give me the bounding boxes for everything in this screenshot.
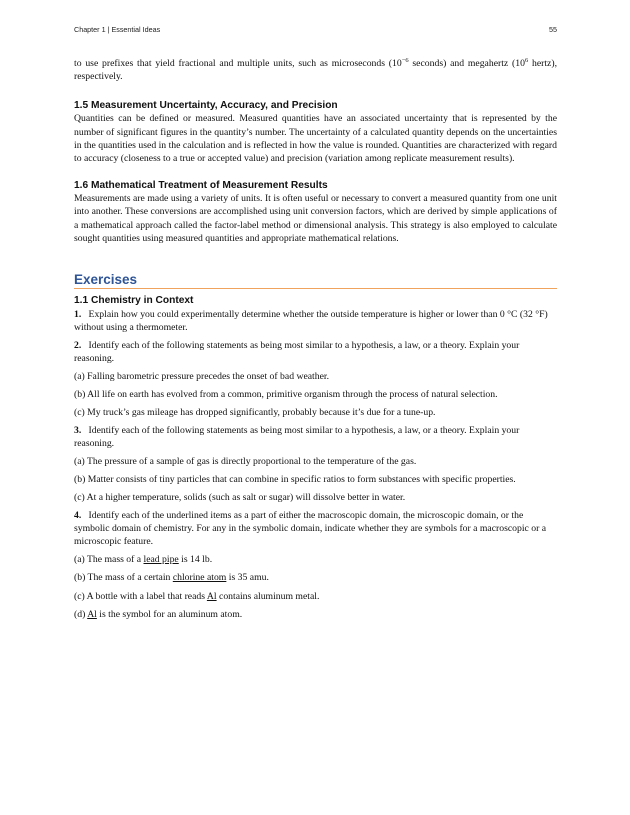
question-4-option-d — [74, 608, 557, 621]
intro-text-2: seconds) and megahertz (10 — [408, 58, 525, 69]
question-3-option-a: (a) The pressure of a sample of gas is directly proportional to the temperature of the gas. — [74, 456, 417, 468]
underlined-item-lead-pipe: lead pipe — [143, 554, 179, 566]
section-1-6-body: Measurements are made using a variety of units. It is often useful or necessary to convert a measured quantity from one unit into another. These conversions are accomplished using unit conversion factors, which are derived by simple applications of a mathematical approach called the factor-label method or dimensional analysis. This strategy is also employed to calculate sought quantities using measured quantities and appropriate mathematical relations. — [74, 193, 557, 244]
question-1-number: 1. — [74, 309, 82, 321]
option-d-text-post: is the symbol for an aluminum atom. — [96, 608, 243, 620]
option-b-text-pre: (b) The mass of a certain — [74, 572, 173, 584]
question-3 — [74, 424, 557, 450]
intro-text-3: hertz), respectively. — [74, 58, 557, 83]
option-a-text-pre: (a) The mass of a — [74, 554, 144, 566]
option-c-text-post: contains aluminum metal. — [216, 590, 320, 602]
intro-paragraph — [74, 57, 557, 83]
option-d-text-pre: (d) — [74, 608, 88, 620]
section-1-6-title: 1.6 Mathematical Treatment of Measurement Results — [74, 180, 328, 192]
question-4-option-b — [74, 571, 557, 584]
option-c-text-pre: (c) A bottle with a label that reads — [74, 590, 207, 602]
option-a-text-post: is 14 lb. — [178, 554, 213, 566]
question-3-option-c: (c) At a higher temperature, solids (such as salt or sugar) will dissolve better in water. — [74, 492, 406, 504]
exercises-heading: Exercises — [74, 273, 557, 289]
question-2-option-a: (a) Falling barometric pressure precedes the onset of bad weather. — [74, 371, 330, 383]
chapter-number: Chapter 1 — [74, 25, 106, 34]
question-2-option-b: (b) All life on earth has evolved from a common, primitive organism through the process of natural selection. — [74, 389, 498, 401]
question-4 — [74, 509, 557, 549]
question-1-text: Explain how you could experimentally determine whether the outside temperature is higher or lower than 0 °C (32 °F) without using a thermometer. — [74, 309, 548, 334]
underlined-item-al-symbol: Al — [87, 608, 97, 620]
section-1-5-title: 1.5 Measurement Uncertainty, Accuracy, and Precision — [74, 100, 338, 112]
intro-exponent-1: −6 — [401, 57, 409, 64]
question-2-text: Identify each of the following statements as being most similar to a hypothesis, a law, or a theory. Explain your reasoning. — [74, 339, 520, 364]
intro-exponent-2: 6 — [524, 57, 529, 64]
question-2 — [74, 339, 557, 365]
exercises-subsection-title: 1.1 Chemistry in Context — [74, 295, 194, 307]
header-separator: | — [105, 25, 112, 34]
question-4-text: Identify each of the underlined items as a part of either the macroscopic domain, the microscopic domain, or the symbolic domain of chemistry. For any in the symbolic domain, indicate whether they are symbols for a macroscopic or a microscopic feature. — [74, 509, 547, 548]
chapter-title: Essential Ideas — [111, 25, 161, 34]
question-2-option-c: (c) My truck’s gas mileage has dropped significantly, probably because it’s due for a tune-up. — [74, 407, 436, 419]
underlined-item-chlorine-atom: chlorine atom — [172, 572, 227, 584]
question-3-number: 3. — [74, 424, 82, 436]
question-4-number: 4. — [74, 509, 82, 521]
document-page — [74, 0, 557, 815]
page-number: 55 — [549, 25, 557, 34]
underlined-item-al-label: Al — [206, 590, 217, 602]
question-3-option-b: (b) Matter consists of tiny particles that can combine in specific ratios to form substances with specific properties. — [74, 474, 516, 486]
option-b-text-post: is 35 amu. — [226, 572, 269, 584]
question-2-number: 2. — [74, 339, 82, 351]
question-1 — [74, 308, 557, 334]
section-1-5-body: Quantities can be defined or measured. Measured quantities have an associated uncertainty that is represented by the number of significant figures in the quantity’s number. The uncertainty of a calculated quantity depends on the uncertainties in the quantities used in the calculation and is reflected in how the value is rounded. Quantities are characterized with regard to accuracy (closeness to a true or accepted value) and precision (variation among replicate measurement results). — [74, 113, 557, 165]
page-content — [74, 57, 557, 621]
question-4-option-c — [74, 590, 557, 603]
question-3-text: Identify each of the following statements as being most similar to a hypothesis, a law, or a theory. Explain your reasoning. — [74, 424, 520, 449]
question-4-option-a — [74, 553, 557, 566]
intro-text-1: to use prefixes that yield fractional and multiple units, such as microseconds (10 — [74, 58, 402, 69]
header-chapter-label — [74, 25, 160, 34]
